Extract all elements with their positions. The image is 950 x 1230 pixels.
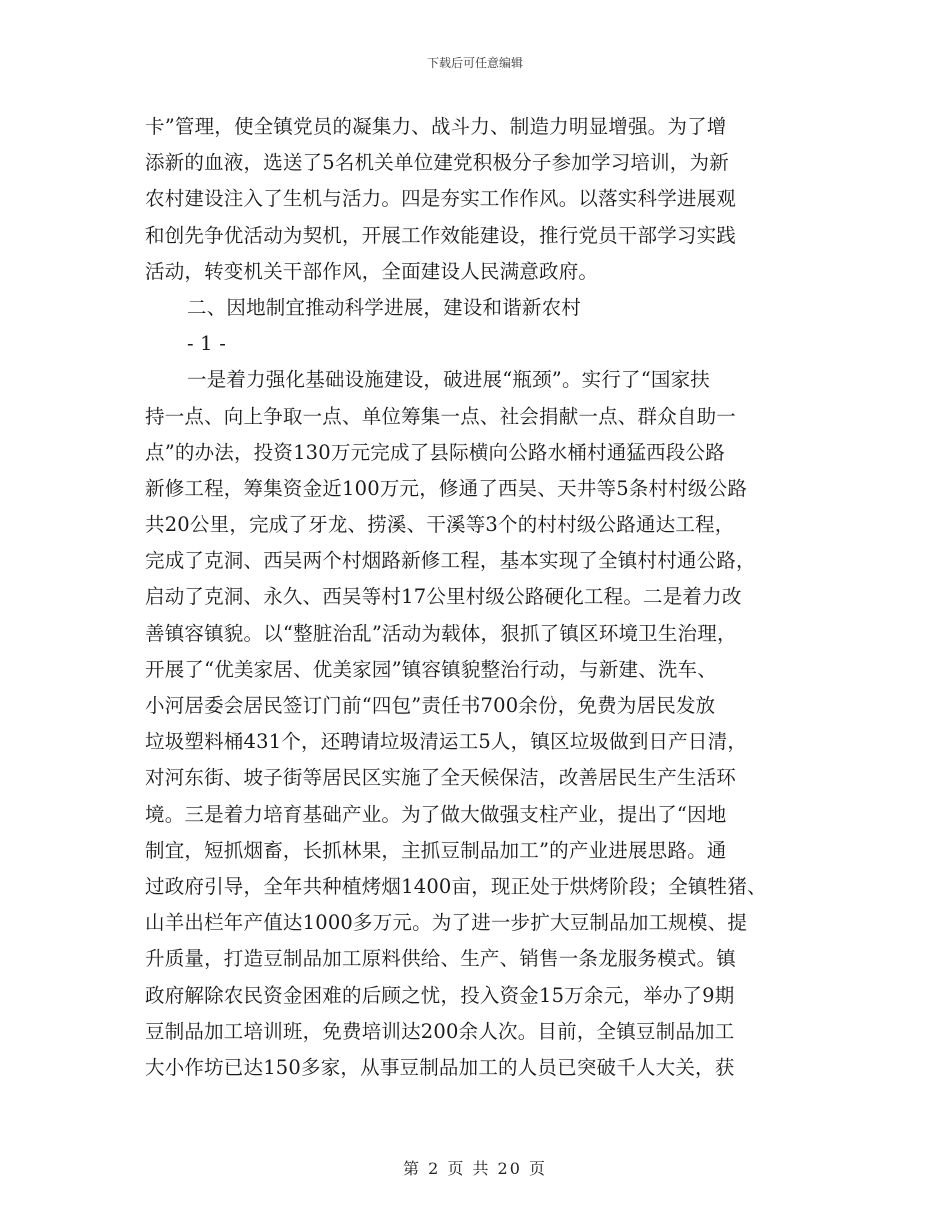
- text-line: - 1 -: [187, 332, 226, 356]
- text-line: 开展了“优美家居、优美家园”镇容镇貌整治行动，与新建、洗车、: [145, 657, 717, 681]
- text-line: 豆制品加工培训班，免费培训达200余人次。目前，全镇豆制品加工: [145, 1019, 735, 1043]
- text-line: 升质量，打造豆制品加工原料供给、生产、销售一条龙服务模式。镇: [145, 947, 737, 971]
- text-line: 制宜，短抓烟畜，长抓林果，主抓豆制品加工”的产业进展思路。通: [145, 838, 727, 862]
- text-line: 活动，转变机关干部作风，全面建设人民满意政府。: [145, 259, 599, 283]
- text-line: 启动了克洞、永久、西吴等村17公里村级公路硬化工程。二是着力改: [145, 585, 742, 609]
- text-line: 过政府引导，全年共种植烤烟1400亩，现正处于烘烤阶段；全镇牲猪、: [145, 874, 767, 898]
- text-line: 持一点、向上争取一点、单位筹集一点、社会捐献一点、群众自助一: [145, 404, 737, 428]
- page-header: 下载后可任意编辑: [426, 56, 523, 70]
- text-line: 大小作坊已达150多家，从事豆制品加工的人员已突破千人大关，获: [145, 1055, 735, 1079]
- text-line: 对河东街、坡子街等居民区实施了全天候保洁，改善居民生产生活环: [145, 766, 737, 790]
- text-line: 卡”管理，使全镇党员的凝集力、战斗力、制造力明显增强。为了增: [145, 115, 727, 138]
- text-line: 一是着力强化基础设施建设，破进展“瓶颈”。实行了“国家扶: [187, 368, 711, 392]
- text-line: 垃圾塑料桶431个，还聘请垃圾清运工5人，镇区垃圾做到日产日清，: [145, 730, 748, 754]
- text-line: 山羊出栏年产值达1000多万元。为了进一步扩大豆制品加工规模、提: [145, 911, 748, 935]
- text-line: 和创先争优活动为契机，开展工作效能建设，推行党员干部学习实践: [145, 223, 737, 247]
- text-line: 点”的办法，投资130万元完成了县际横向公路水桶村通猛西段公路: [145, 440, 725, 464]
- text-line: 新修工程，筹集资金近100万元，修通了西吴、天井等5条村村级公路: [145, 476, 748, 500]
- text-line: 政府解除农民资金困难的后顾之忧，投入资金15万余元，举办了9期: [145, 983, 735, 1007]
- page-footer: 第 2 页 共 20 页: [403, 1159, 547, 1178]
- text-line: 小河居委会居民签订门前“四包”责任书700余份，免费为居民发放: [145, 694, 716, 717]
- text-line: 共20公里，完成了牙龙、捞溪、干溪等3个的村村级公路通达工程，: [145, 513, 735, 537]
- text-line: 完成了克洞、西吴两个村烟路新修工程，基本实现了全镇村村通公路，: [145, 549, 756, 573]
- text-line: 农村建设注入了生机与活力。四是夯实工作作风。以落实科学进展观: [145, 187, 737, 211]
- document-body: [145, 109, 825, 1086]
- text-line: 添新的血液，选送了5名机关单位建党积极分子参加学习培训，为新: [145, 151, 729, 175]
- text-line: 境。三是着力培育基础产业。为了做大做强支柱产业，提出了“因地: [145, 802, 727, 826]
- text-line: 善镇容镇貌。以“整脏治乱”活动为载体，狠抓了镇区环境卫生治理，: [145, 621, 737, 645]
- text-line: 二、因地制宜推动科学进展，建设和谐新农村: [187, 295, 582, 319]
